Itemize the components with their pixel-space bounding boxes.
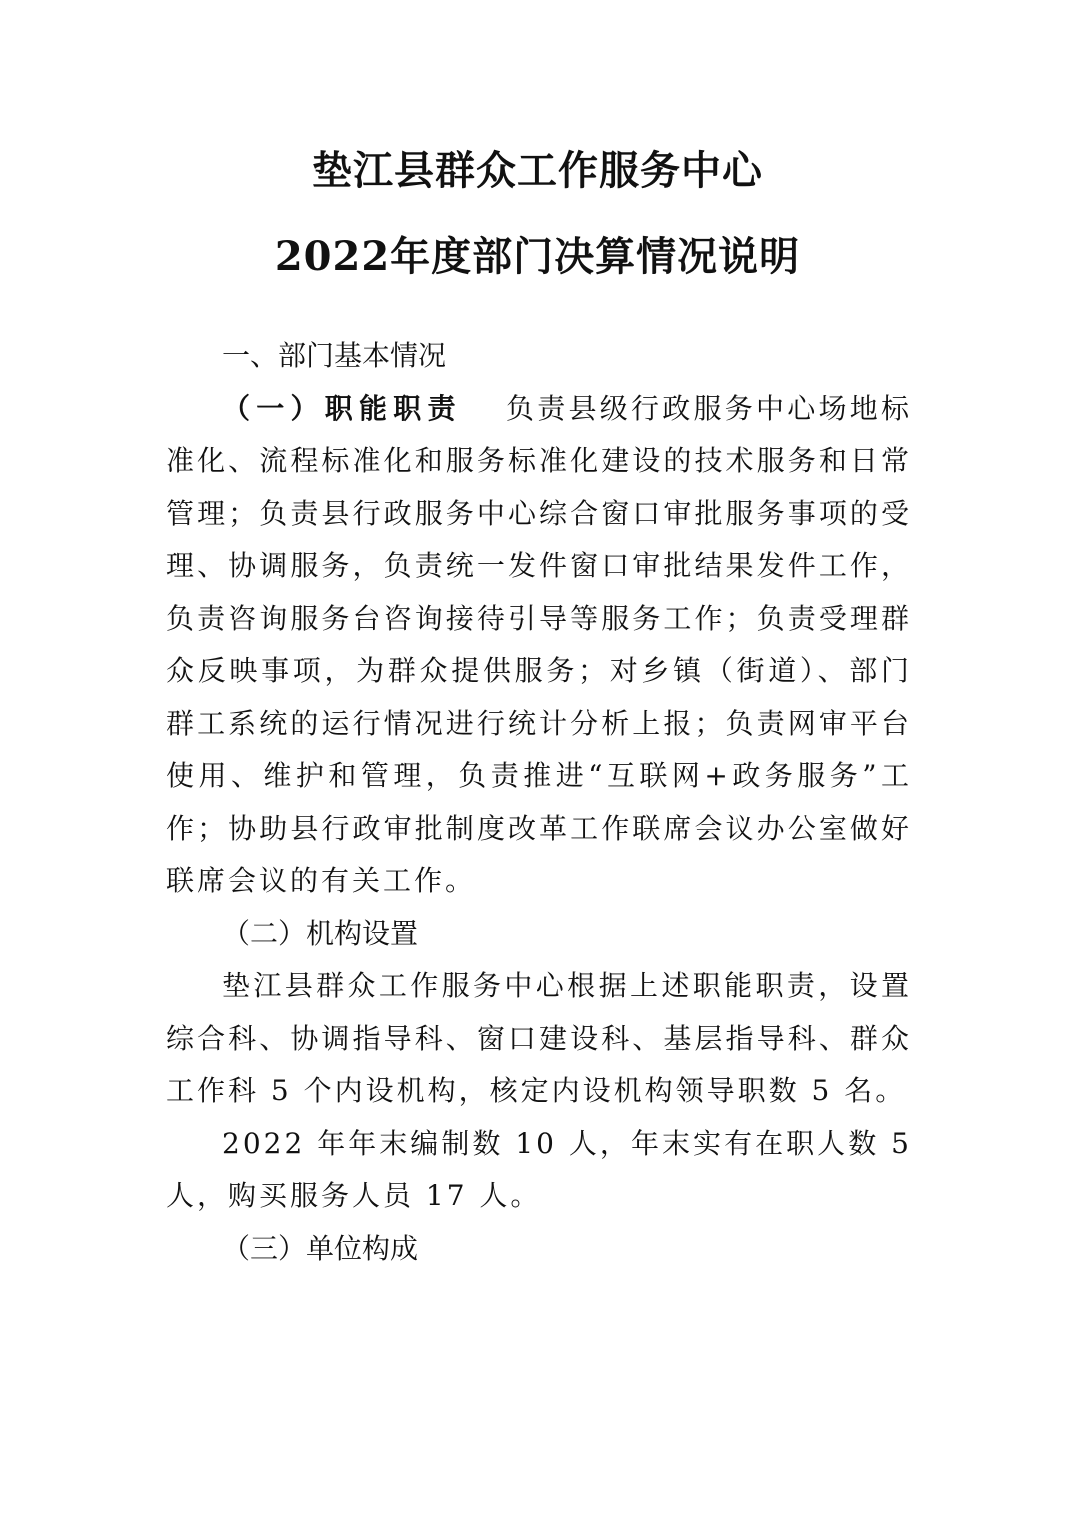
document-subtitle: 2022年度部门决算情况说明 (274, 233, 801, 280)
section-heading-basic-info: 一、部门基本情况 (222, 339, 447, 372)
paragraph-staffing: 2022 年年末编制数 10 人，年末实有在职人数 5 人，购买服务人员 17 人。 (166, 1126, 912, 1212)
paragraph-duties (166, 383, 912, 908)
document-title: 垫江县群众工作服务中心 (312, 147, 763, 194)
subheading-organization: （二）机构设置 (222, 916, 419, 950)
document-body (166, 330, 912, 1275)
duties-text: 负责县级行政服务中心场地标准化、流程标准化和服务标准化建设的技术服务和日常管理；负责县行政服务中心综合窗口审批服务事项的受理、协调服务，负责统一发件窗口审批结果发件工作，负责咨询服务台咨询接待引导等服务工作；负责受理群众反映事项，为群众提供服务；对乡镇（街道）、部门群工系统的运行情况进行统计分析上报；负责网审平台使用、维护和管理，负责推进“互联网+政务服务”工作；协助县行政审批制度改革工作联席会议办公室做好联席会议的有关工作。 (166, 391, 912, 897)
subheading-unit-composition: （三）单位构成 (222, 1231, 419, 1265)
paragraph-organization: 垫江县群众工作服务中心根据上述职能职责，设置综合科、协调指导科、窗口建设科、基层指导科、群众工作科 5 个内设机构，核定内设机构领导职数 5 名。 (166, 969, 912, 1107)
subheading-duties: （一）职能职责 (222, 391, 462, 425)
